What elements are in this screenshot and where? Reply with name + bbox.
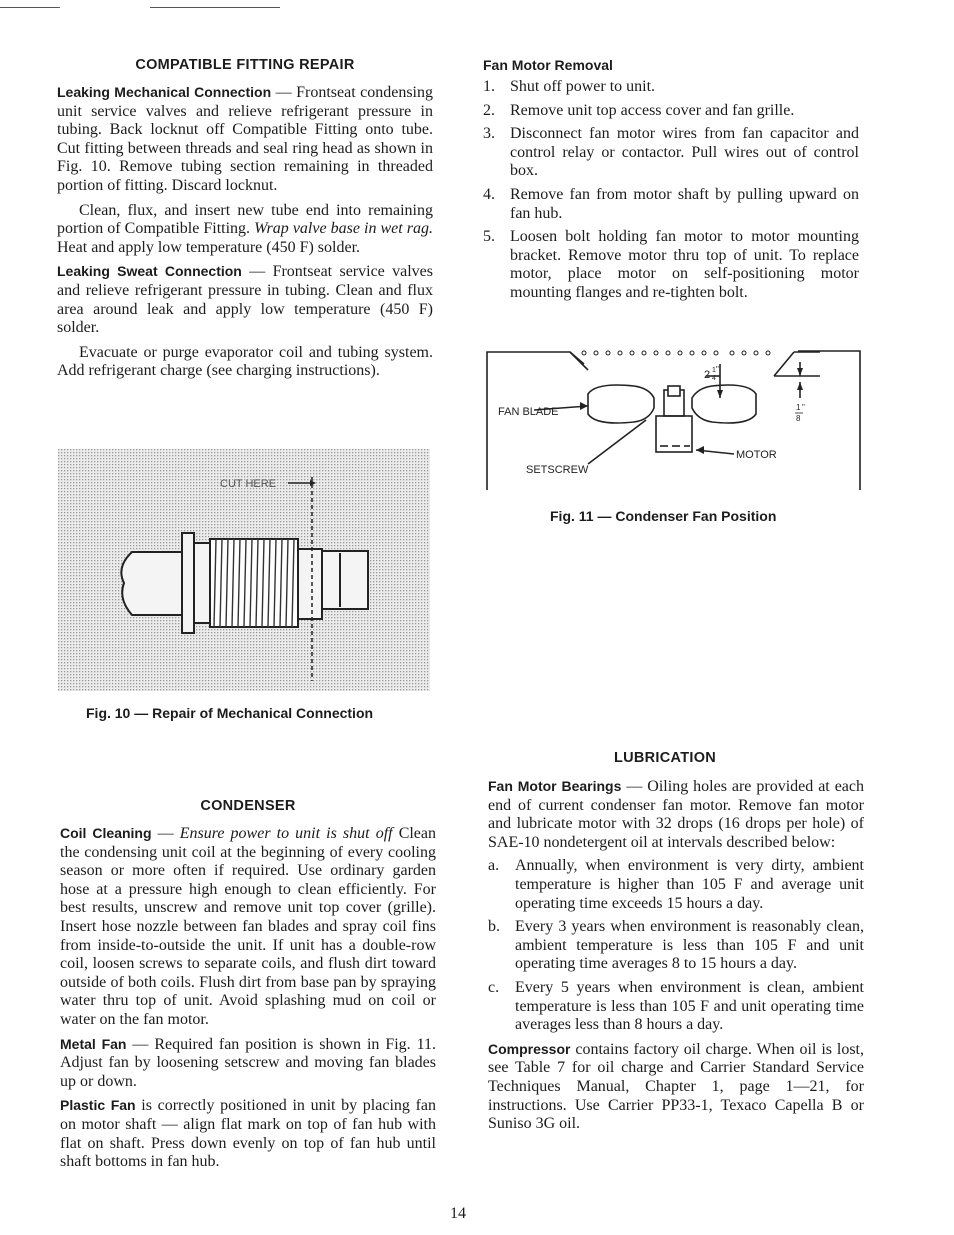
leaking-mechanical-lead: Leaking Mechanical Connection — [57, 84, 272, 100]
scan-rule-top-left — [0, 7, 60, 8]
compatible-fitting-heading: COMPATIBLE FITTING REPAIR — [135, 57, 355, 73]
leaking-sweat-lead: Leaking Sweat Connection — [57, 263, 242, 280]
scan-rule-top-mid — [150, 7, 280, 8]
metal-fan-lead: Metal Fan — [60, 1035, 127, 1052]
housing-right — [798, 351, 860, 490]
locknut — [322, 551, 368, 609]
small-dim-inch: " — [802, 403, 805, 412]
coil-cleaning-lead: Coil Cleaning — [60, 825, 152, 841]
fig10-illustration — [58, 449, 430, 691]
removal-step: 1. Shut off power to unit. — [483, 78, 656, 95]
fitting-body — [298, 549, 322, 619]
fitting-drawing — [58, 449, 430, 691]
coil-cleaning-paragraph: Coil Cleaning — Ensure power to unit is shut off Clean the condensing unit coil at the beginning of every cooling season or more often if required. Use ordinary garden hose at a pressure high enough to clean efficiently. For best results, unscrew and remove unit top cover (grille). Insert hose nozzle between fan blades and spray coil fins from inside-to-outside the unit. If unit has a double-row coil, loosen screws to separate coils, and flush dirt toward outside of both coils. Flush dirt from base pan by spraying water thru top of unit. Avoid splashing mud on coil or water on the fan motor. — [60, 825, 437, 1028]
evacuate-paragraph: Evacuate or purge evaporator coil and tubing system. Add refrigerant charge (see charging instructions). — [57, 343, 433, 380]
fan-blade-left — [588, 385, 654, 423]
clean-flux-paragraph: Clean, flux, and insert new tube end into remaining portion of Compatible Fitting. Wrap valve base in wet rag. Heat and apply low temperature (450 F) solder. — [57, 201, 433, 256]
dim-frac-num: 1 — [712, 367, 716, 374]
lubrication-intervals-list — [488, 857, 864, 1034]
removal-step: 5. Loosen bolt holding fan motor to motor mounting bracket. Remove motor thru top of unit. To replace motor, place motor on self-positioning motor mounting flanges and re-tighten bolt. — [483, 228, 859, 301]
condenser-heading: CONDENSER — [200, 798, 296, 814]
coil-cleaning-italic: Ensure power to unit is shut off — [179, 825, 393, 842]
metal-fan-paragraph: Metal Fan — Required fan position is shown in Fig. 11. Adjust fan by loosening setscrew and moving fan blades up or down. — [60, 1035, 436, 1090]
condenser-section — [60, 798, 436, 1172]
leaking-mechanical-text: Frontseat condensing unit service valves and relieve refrigerant pressure in tubing. Back locknut off Compatible Fitting onto tube. Cut fitting between threads and seal ring head as shown in Fig. 10. Remove tubing section remaining in threaded portion of fitting. Discard locknut. — [57, 84, 433, 194]
small-dim-num: 1 — [796, 403, 801, 412]
fig11-diagram — [484, 342, 864, 492]
removal-step: 4. Remove fan from motor shaft by pulling upward on fan hub. — [483, 185, 859, 222]
fan-blade-label: FAN BLADE — [498, 406, 559, 418]
dim-inch: " — [716, 365, 719, 374]
tube-end — [121, 552, 186, 615]
leaking-mechanical-paragraph: Leaking Mechanical Connection — Frontseat condensing unit service valves and relieve refrigerant pressure in tubing. Back locknut off Compatible Fitting onto tube. Cut fitting between threads and seal ring head as shown in Fig. 10. Remove tubing section remaining in threaded portion of fitting. Discard locknut. — [57, 84, 433, 194]
seal-ring-head — [182, 533, 194, 633]
lubrication-heading: LUBRICATION — [613, 750, 717, 766]
setscrew-leader — [588, 420, 646, 464]
threaded-section — [210, 539, 298, 627]
compressor-paragraph — [488, 1040, 864, 1134]
small-dim-den: 8 — [796, 414, 801, 423]
fan-motor-removal-heading: Fan Motor Removal — [483, 57, 613, 73]
removal-step: 3. Disconnect fan motor wires from fan capacitor and control relay or contactor. Pull wires out of control box. — [483, 125, 859, 180]
compressor-text: contains factory oil charge. When oil is lost, see Table 7 for oil charge and Carrier Standard Service Techniques Manual, Chapter 1, page 1—21, for instructions. Use Carrier PP33-1, Texaco Capella B or Suniso 3G oil. — [488, 1040, 864, 1133]
condenser-fan-drawing — [484, 342, 864, 492]
fig11-caption: Fig. 11 — Condenser Fan Position — [550, 508, 777, 524]
setscrew-label: SETSCREW — [526, 464, 589, 476]
metal-fan-text: Required fan position is shown in Fig. 11. Adjust fan by loosening setscrew and moving fan blades up or down. — [60, 1035, 436, 1090]
interval-item: b. Every 3 years when environment is reasonably clean, ambient temperature is less than 105 F and unit operating time averages 8 to 15 hours a day. — [488, 918, 864, 973]
wrap-valve-italic: Wrap valve base in wet rag. — [254, 220, 433, 238]
compressor-lead: Compressor — [488, 1040, 571, 1057]
plastic-fan-paragraph — [60, 1096, 436, 1171]
interval-item: a. Annually, when environment is very dirty, ambient temperature is higher than 105 F and average unit operating time exceeds 15 hours a day. — [488, 857, 864, 912]
coil-dots — [582, 351, 770, 355]
removal-steps-list — [483, 78, 859, 303]
coil-cleaning-text: Clean the condensing unit coil at the beginning of every cooling season or more often if required. Use ordinary garden hose at a pressure high enough to clean efficiently. For best results, unscrew and remove unit top cover (grille). Insert hose nozzle between fan blades and spray coil fins from inside-to-outside the unit. If unit has a double-row coil, loosen screws to separate coils, and flush dirt toward outside of both coils. Flush dirt from base pan by spraying water thru top of unit. Avoid splashing mud on coil or water on the fan motor. — [60, 825, 437, 1028]
cut-here-label: CUT HERE — [220, 478, 277, 490]
interval-item: c. Every 5 years when environment is clean, ambient temperature is less than 105 F and unit operating time averages less than 8 hours a day. — [488, 978, 864, 1034]
motor-label: MOTOR — [736, 449, 777, 461]
lubrication-section — [488, 750, 864, 1134]
leaking-sweat-paragraph: Leaking Sweat Connection — Frontseat service valves and relieve refrigerant pressure in tubing. Clean and flux area around leak and apply low temperature (450 F) solder. — [57, 263, 434, 337]
plastic-fan-text: is correctly positioned in unit by placing fan on motor shaft — align flat mark on top of fan hub with flat on shaft. Press down evenly on top of fan hub until shaft bottoms in fan hub. — [60, 1097, 437, 1171]
removal-step: 2. Remove unit top access cover and fan grille. — [483, 101, 795, 119]
fan-motor-removal-section — [483, 57, 859, 303]
fan-motor-bearings-text: Oiling holes are provided at each end of current condenser fan motor. Remove fan motor and lubricate motor with 32 drops (16 drops per hole) of SAE-10 nondetergent oil at intervals described below: — [488, 778, 865, 851]
fan-motor-bearings-paragraph: Fan Motor Bearings — Oiling holes are provided at each end of current condenser fan motor. Remove fan motor and lubricate motor with 32 drops (16 drops per hole) of SAE-10 nondetergent oil at intervals described below: — [488, 778, 865, 851]
fig10-caption: Fig. 10 — Repair of Mechanical Connection — [86, 705, 374, 721]
dim-whole: 2 — [704, 369, 711, 381]
fan-motor-bearings-lead: Fan Motor Bearings — [488, 778, 622, 794]
leaking-sweat-text: Frontseat service valves and relieve refrigerant pressure in tubing. Clean and flux area around leak and apply low temperature (450 F) solder. — [57, 263, 434, 337]
dim-frac-den: 4 — [712, 375, 716, 382]
page-number: 14 — [450, 1205, 466, 1222]
fan-blade-right — [692, 385, 756, 423]
left-column — [57, 57, 433, 381]
fitting-neck — [194, 543, 210, 623]
plastic-fan-lead: Plastic Fan — [60, 1097, 136, 1114]
